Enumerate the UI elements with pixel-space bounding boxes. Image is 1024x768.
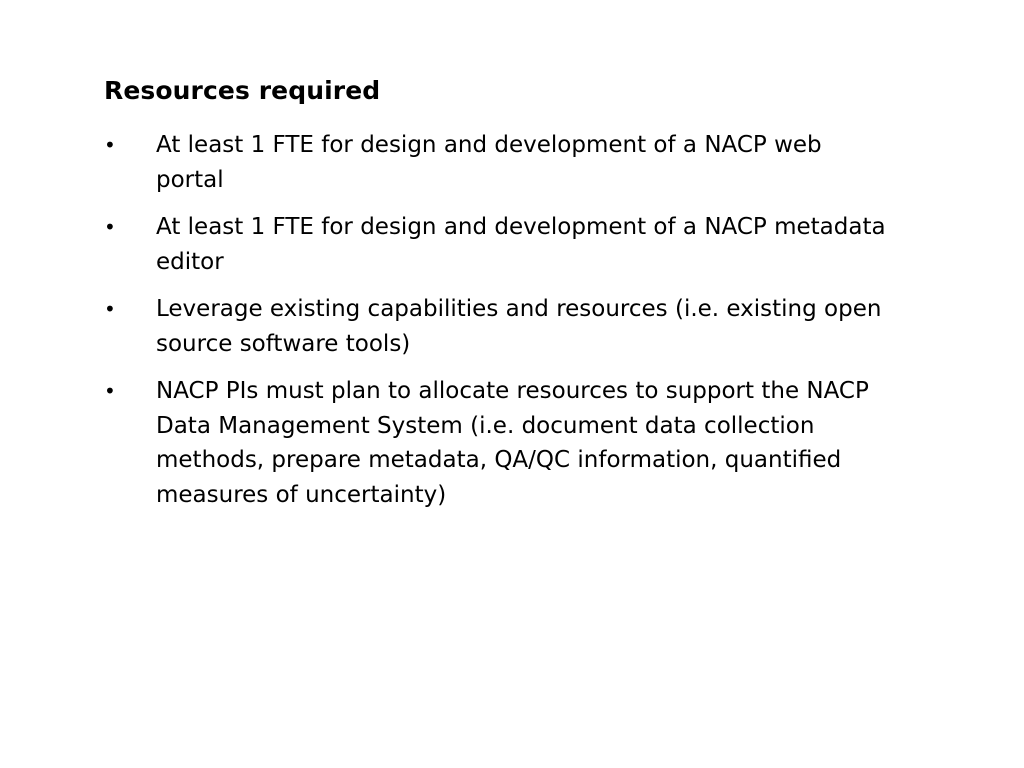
slide-title: Resources required	[104, 76, 381, 105]
bullet-icon: •	[104, 133, 116, 157]
bullet-text: At least 1 FTE for design and development of a NACP metadata editor	[156, 214, 886, 275]
bullet-icon: •	[104, 215, 116, 239]
bullet-text: Leverage existing capabilities and resources (i.e. existing open source software tools)	[156, 296, 882, 357]
bullet-item	[104, 128, 894, 197]
bullet-text: NACP PIs must plan to allocate resources to support the NACP Data Management System (i.e. document data collection methods, prepare metadata, QA/QC information, quantified measures of uncertainty)	[156, 378, 869, 508]
bullet-icon: •	[104, 297, 116, 321]
bullet-list	[104, 128, 894, 525]
bullet-item	[104, 210, 894, 279]
bullet-icon: •	[104, 379, 116, 403]
bullet-item	[104, 374, 894, 512]
bullet-item	[104, 292, 894, 361]
bullet-text: At least 1 FTE for design and development of a NACP web portal	[156, 132, 822, 193]
